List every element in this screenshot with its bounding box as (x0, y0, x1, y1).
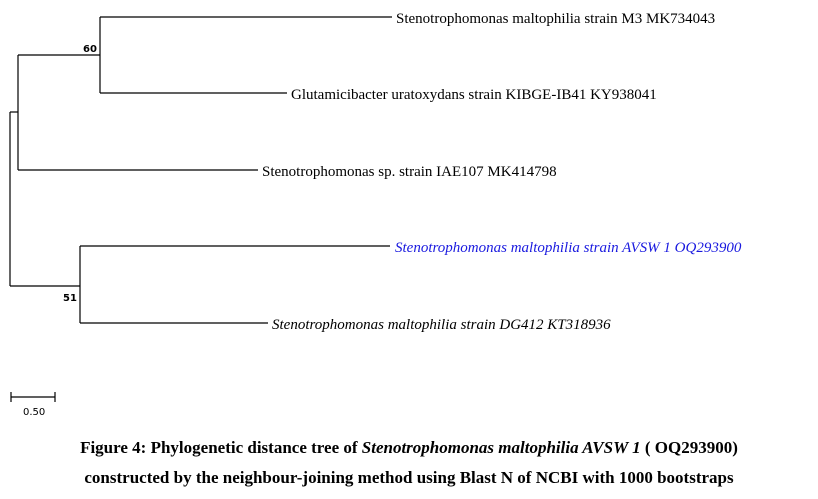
figure-caption-line2: constructed by the neighbour-joining method using Blast N of NCBI with 1000 bootstraps (84, 468, 734, 487)
caption-text-a: Figure 4: Phylogenetic distance tree of (80, 438, 362, 457)
scale-bar (11, 392, 55, 402)
figure-caption-line1 (0, 438, 818, 458)
caption-species: Stenotrophomonas maltophilia AVSW 1 (361, 438, 641, 457)
bootstrap-value-60: 60 (83, 44, 97, 55)
caption-text-b: ( OQ293900) (640, 438, 738, 457)
leaf-label-dg412: Stenotrophomonas maltophilia strain DG412 KT318936 (272, 317, 611, 333)
leaf-label-avsw1: Stenotrophomonas maltophilia strain AVSW 1 OQ293900 (395, 240, 742, 256)
leaf-label-iae107: Stenotrophomonas sp. strain IAE107 MK414798 (262, 164, 557, 180)
leaf-label-m3: Stenotrophomonas maltophilia strain M3 MK734043 (396, 11, 716, 27)
leaf-label-kibge: Glutamicibacter uratoxydans strain KIBGE-IB41 KY938041 (291, 87, 657, 103)
scale-bar-label: 0.50 (23, 407, 46, 418)
bootstrap-value-51: 51 (63, 293, 77, 304)
